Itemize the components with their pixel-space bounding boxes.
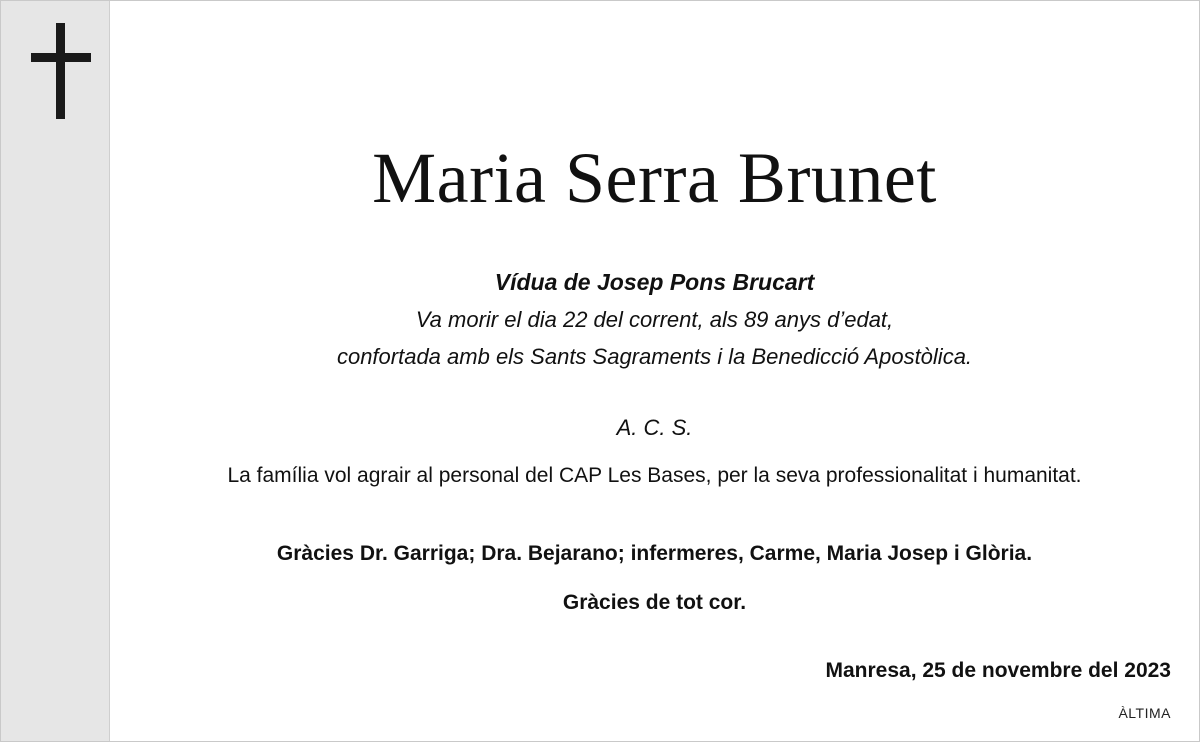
family-thanks-line: La família vol agrair al personal del CAP Les Bases, per la seva professionalitat i humanitat. [227, 464, 1082, 488]
death-line-2: confortada amb els Sants Sagraments i la Benedicció Apostòlica. [336, 344, 973, 370]
left-grey-band [1, 1, 110, 741]
publisher-name: ÀLTIMA [1118, 705, 1171, 721]
cross-vertical-bar [56, 23, 65, 119]
acs-abbreviation: A. C. S. [616, 415, 693, 441]
place-and-date: Manresa, 25 de novembre del 2023 [825, 659, 1171, 682]
notice-content [110, 1, 1199, 741]
deceased-details [138, 265, 1171, 374]
cross-horizontal-bar [31, 53, 91, 62]
latin-cross-icon [31, 23, 91, 119]
staff-thanks-line: Gràcies Dr. Garriga; Dra. Bejarano; infermeres, Carme, Maria Josep i Glòria. [276, 541, 1033, 565]
deceased-name: Maria Serra Brunet [372, 138, 937, 218]
heartfelt-thanks-line: Gràcies de tot cor. [562, 591, 747, 615]
death-line-1: Va morir el dia 22 del corrent, als 89 anys d’edat, [415, 307, 894, 333]
widow-of-line: Vídua de Josep Pons Brucart [494, 268, 815, 295]
